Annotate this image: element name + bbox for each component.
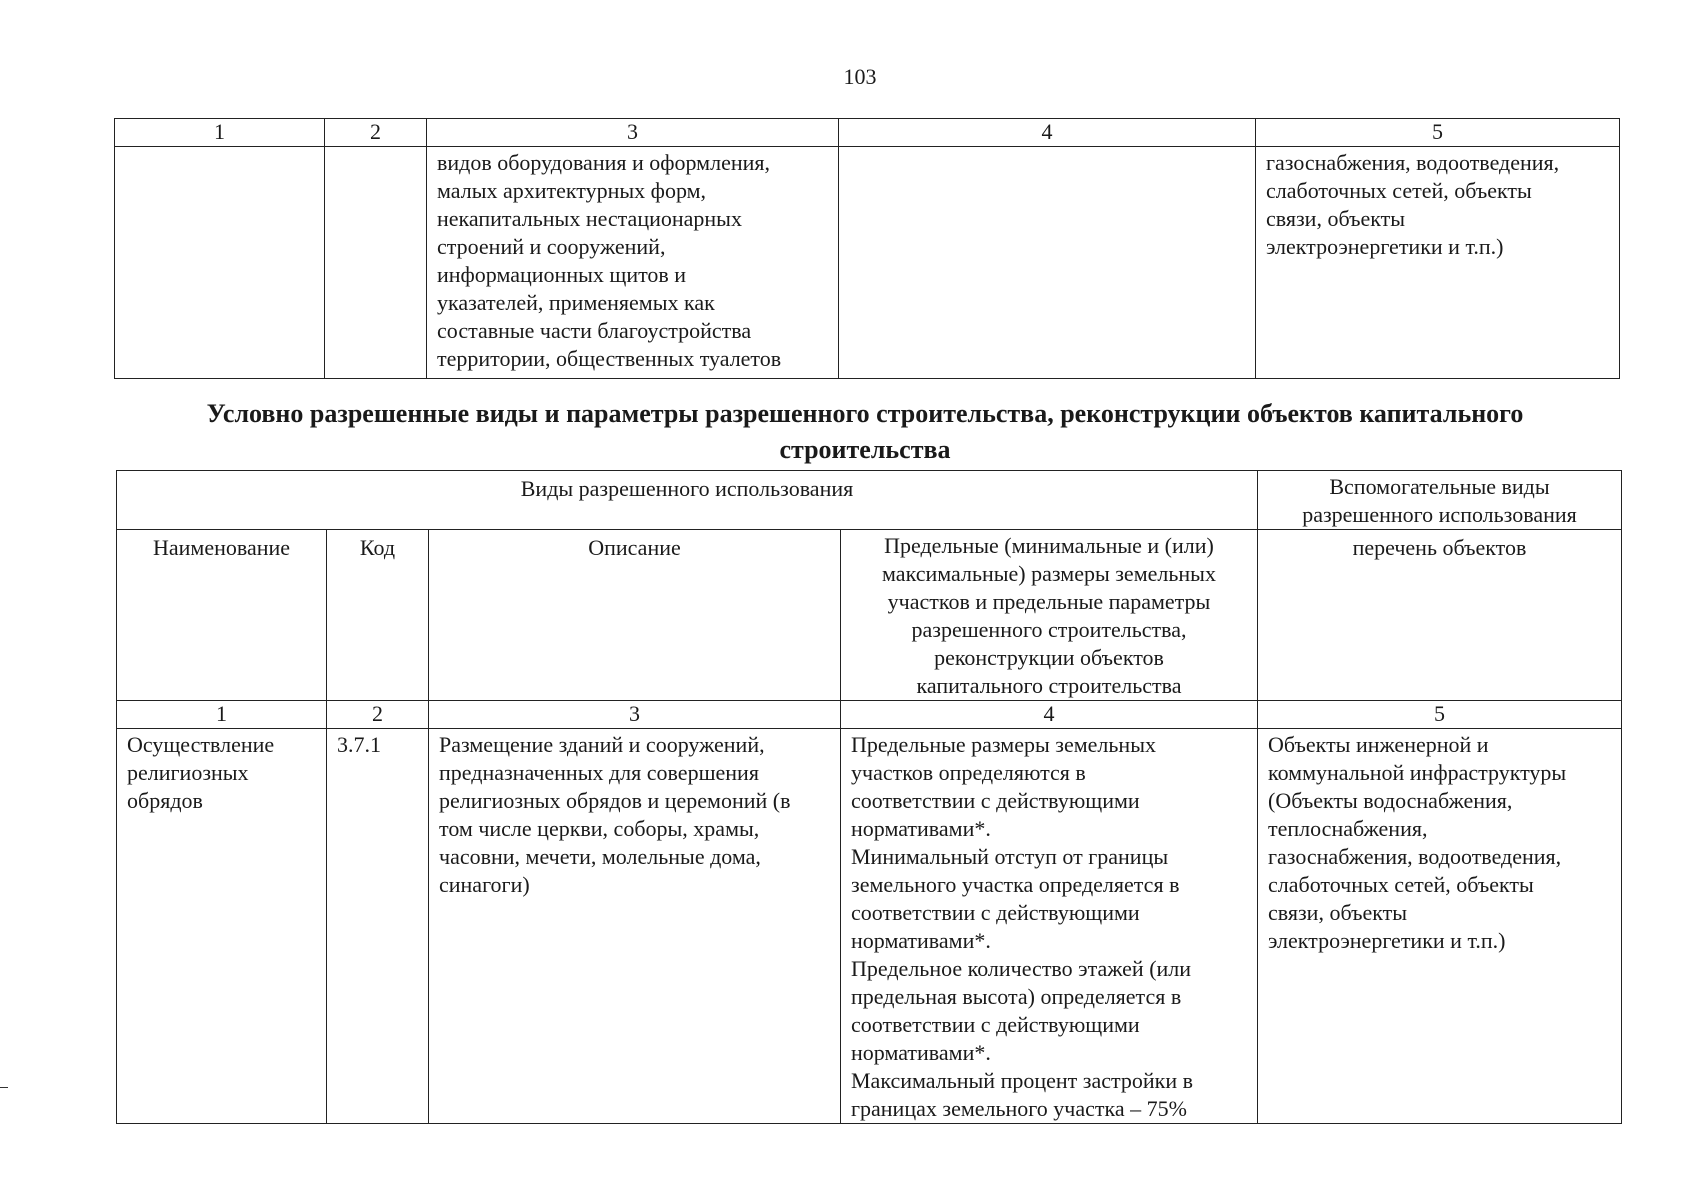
continued-table (114, 118, 1620, 379)
aux-header-line: Вспомогательные виды (1329, 474, 1550, 499)
text-line: малых архитектурных форм, (437, 178, 707, 203)
column-number: 2 (327, 701, 429, 729)
column-number: 5 (1258, 701, 1622, 729)
text-line: религиозных обрядов и церемоний (в (439, 788, 791, 813)
column-number: 1 (117, 701, 327, 729)
name-cell (117, 729, 327, 1124)
header-line: капитального строительства (916, 673, 1182, 698)
header-line: Предельные (минимальные и (или) (884, 533, 1214, 558)
text-line: Минимальный отступ от границы (851, 844, 1169, 869)
header-line: разрешенного строительства, (911, 617, 1187, 642)
text-line: теплоснабжения, (1268, 816, 1428, 841)
text-line: территории, общественных туалетов (437, 346, 782, 371)
text-line: синагоги) (439, 872, 530, 897)
description-cell (429, 729, 841, 1124)
column-number: 2 (325, 119, 427, 147)
text-line: информационных щитов и (437, 262, 687, 287)
name-cell (115, 147, 325, 379)
text-line: соответствии с действующими (851, 900, 1140, 925)
text-line: связи, объекты (1268, 900, 1408, 925)
text-line: земельного участка определяется в (851, 872, 1180, 897)
section-title-line: строительства (779, 435, 951, 464)
column-number: 3 (427, 119, 839, 147)
text-line: соответствии с действующими (851, 788, 1140, 813)
aux-header-line: разрешенного использования (1302, 502, 1577, 527)
column-header-description: Описание (429, 530, 841, 701)
text-line: Предельные размеры земельных (851, 732, 1156, 757)
column-header-code: Код (327, 530, 429, 701)
column-header-row (117, 530, 1622, 701)
text-line: коммунальной инфраструктуры (1268, 760, 1567, 785)
text-line: предназначенных для совершения (439, 760, 759, 785)
table-row (117, 729, 1622, 1124)
text-line: религиозных (127, 760, 249, 785)
margin-mark (0, 1087, 8, 1088)
column-number-row (115, 119, 1620, 147)
page-number: 103 (843, 64, 877, 89)
header-line: максимальные) размеры земельных (882, 561, 1216, 586)
code-cell (325, 147, 427, 379)
text-line: нормативами*. (851, 928, 991, 953)
text-line: нормативами*. (851, 816, 991, 841)
text-line: Предельное количество этажей (или (851, 956, 1192, 981)
main-table (116, 470, 1622, 1124)
text-line: участков определяются в (851, 760, 1086, 785)
text-line: соответствии с действующими (851, 1012, 1140, 1037)
header-line: реконструкции объектов (934, 645, 1164, 670)
column-number: 4 (839, 119, 1256, 147)
column-number: 1 (115, 119, 325, 147)
text-line: том числе церкви, соборы, храмы, (439, 816, 760, 841)
text-line: некапитальных нестационарных (437, 206, 742, 231)
text-line: часовни, мечети, молельные дома, (439, 844, 761, 869)
column-header-objects: перечень объектов (1258, 530, 1622, 701)
column-number-row (117, 701, 1622, 729)
text-line: нормативами*. (851, 1040, 991, 1065)
text-line: предельная высота) определяется в (851, 984, 1182, 1009)
objects-cell (1258, 729, 1622, 1124)
text-line: видов оборудования и оформления, (437, 150, 771, 175)
text-line: Объекты инженерной и (1268, 732, 1489, 757)
section-title (120, 396, 1610, 468)
text-line: составные части благоустройства (437, 318, 752, 343)
text-line: связи, объекты (1266, 206, 1406, 231)
group-header-row (117, 471, 1622, 530)
column-header-name: Наименование (117, 530, 327, 701)
text-line: газоснабжения, водоотведения, (1266, 150, 1560, 175)
table-row (115, 147, 1620, 379)
text-line: электроэнергетики и т.п.) (1266, 234, 1504, 259)
text-line: электроэнергетики и т.п.) (1268, 928, 1506, 953)
column-number: 4 (841, 701, 1258, 729)
objects-cell (1256, 147, 1620, 379)
group-header: Виды разрешенного использования (117, 471, 1258, 530)
text-line: газоснабжения, водоотведения, (1268, 844, 1562, 869)
section-title-line: Условно разрешенные виды и параметры разрешенного строительства, реконструкции объектов капитального (206, 399, 1524, 428)
column-number: 5 (1256, 119, 1620, 147)
limits-cell (839, 147, 1256, 379)
limits-cell (841, 729, 1258, 1124)
text-line: слаботочных сетей, объекты (1268, 872, 1534, 897)
text-line: границах земельного участка – 75% (851, 1096, 1187, 1121)
header-line: участков и предельные параметры (887, 589, 1211, 614)
text-line: Размещение зданий и сооружений, (439, 732, 765, 757)
text-line: (Объекты водоснабжения, (1268, 788, 1513, 813)
description-cell (427, 147, 839, 379)
text-line: обрядов (127, 788, 203, 813)
text-line: Осуществление (127, 732, 275, 757)
column-header-limits (841, 530, 1258, 701)
text-line: указателей, применяемых как (437, 290, 715, 315)
text-line: слаботочных сетей, объекты (1266, 178, 1532, 203)
aux-header (1258, 471, 1622, 530)
text-line: строений и сооружений, (437, 234, 666, 259)
text-line: Максимальный процент застройки в (851, 1068, 1193, 1093)
code-cell: 3.7.1 (327, 729, 429, 1124)
column-number: 3 (429, 701, 841, 729)
